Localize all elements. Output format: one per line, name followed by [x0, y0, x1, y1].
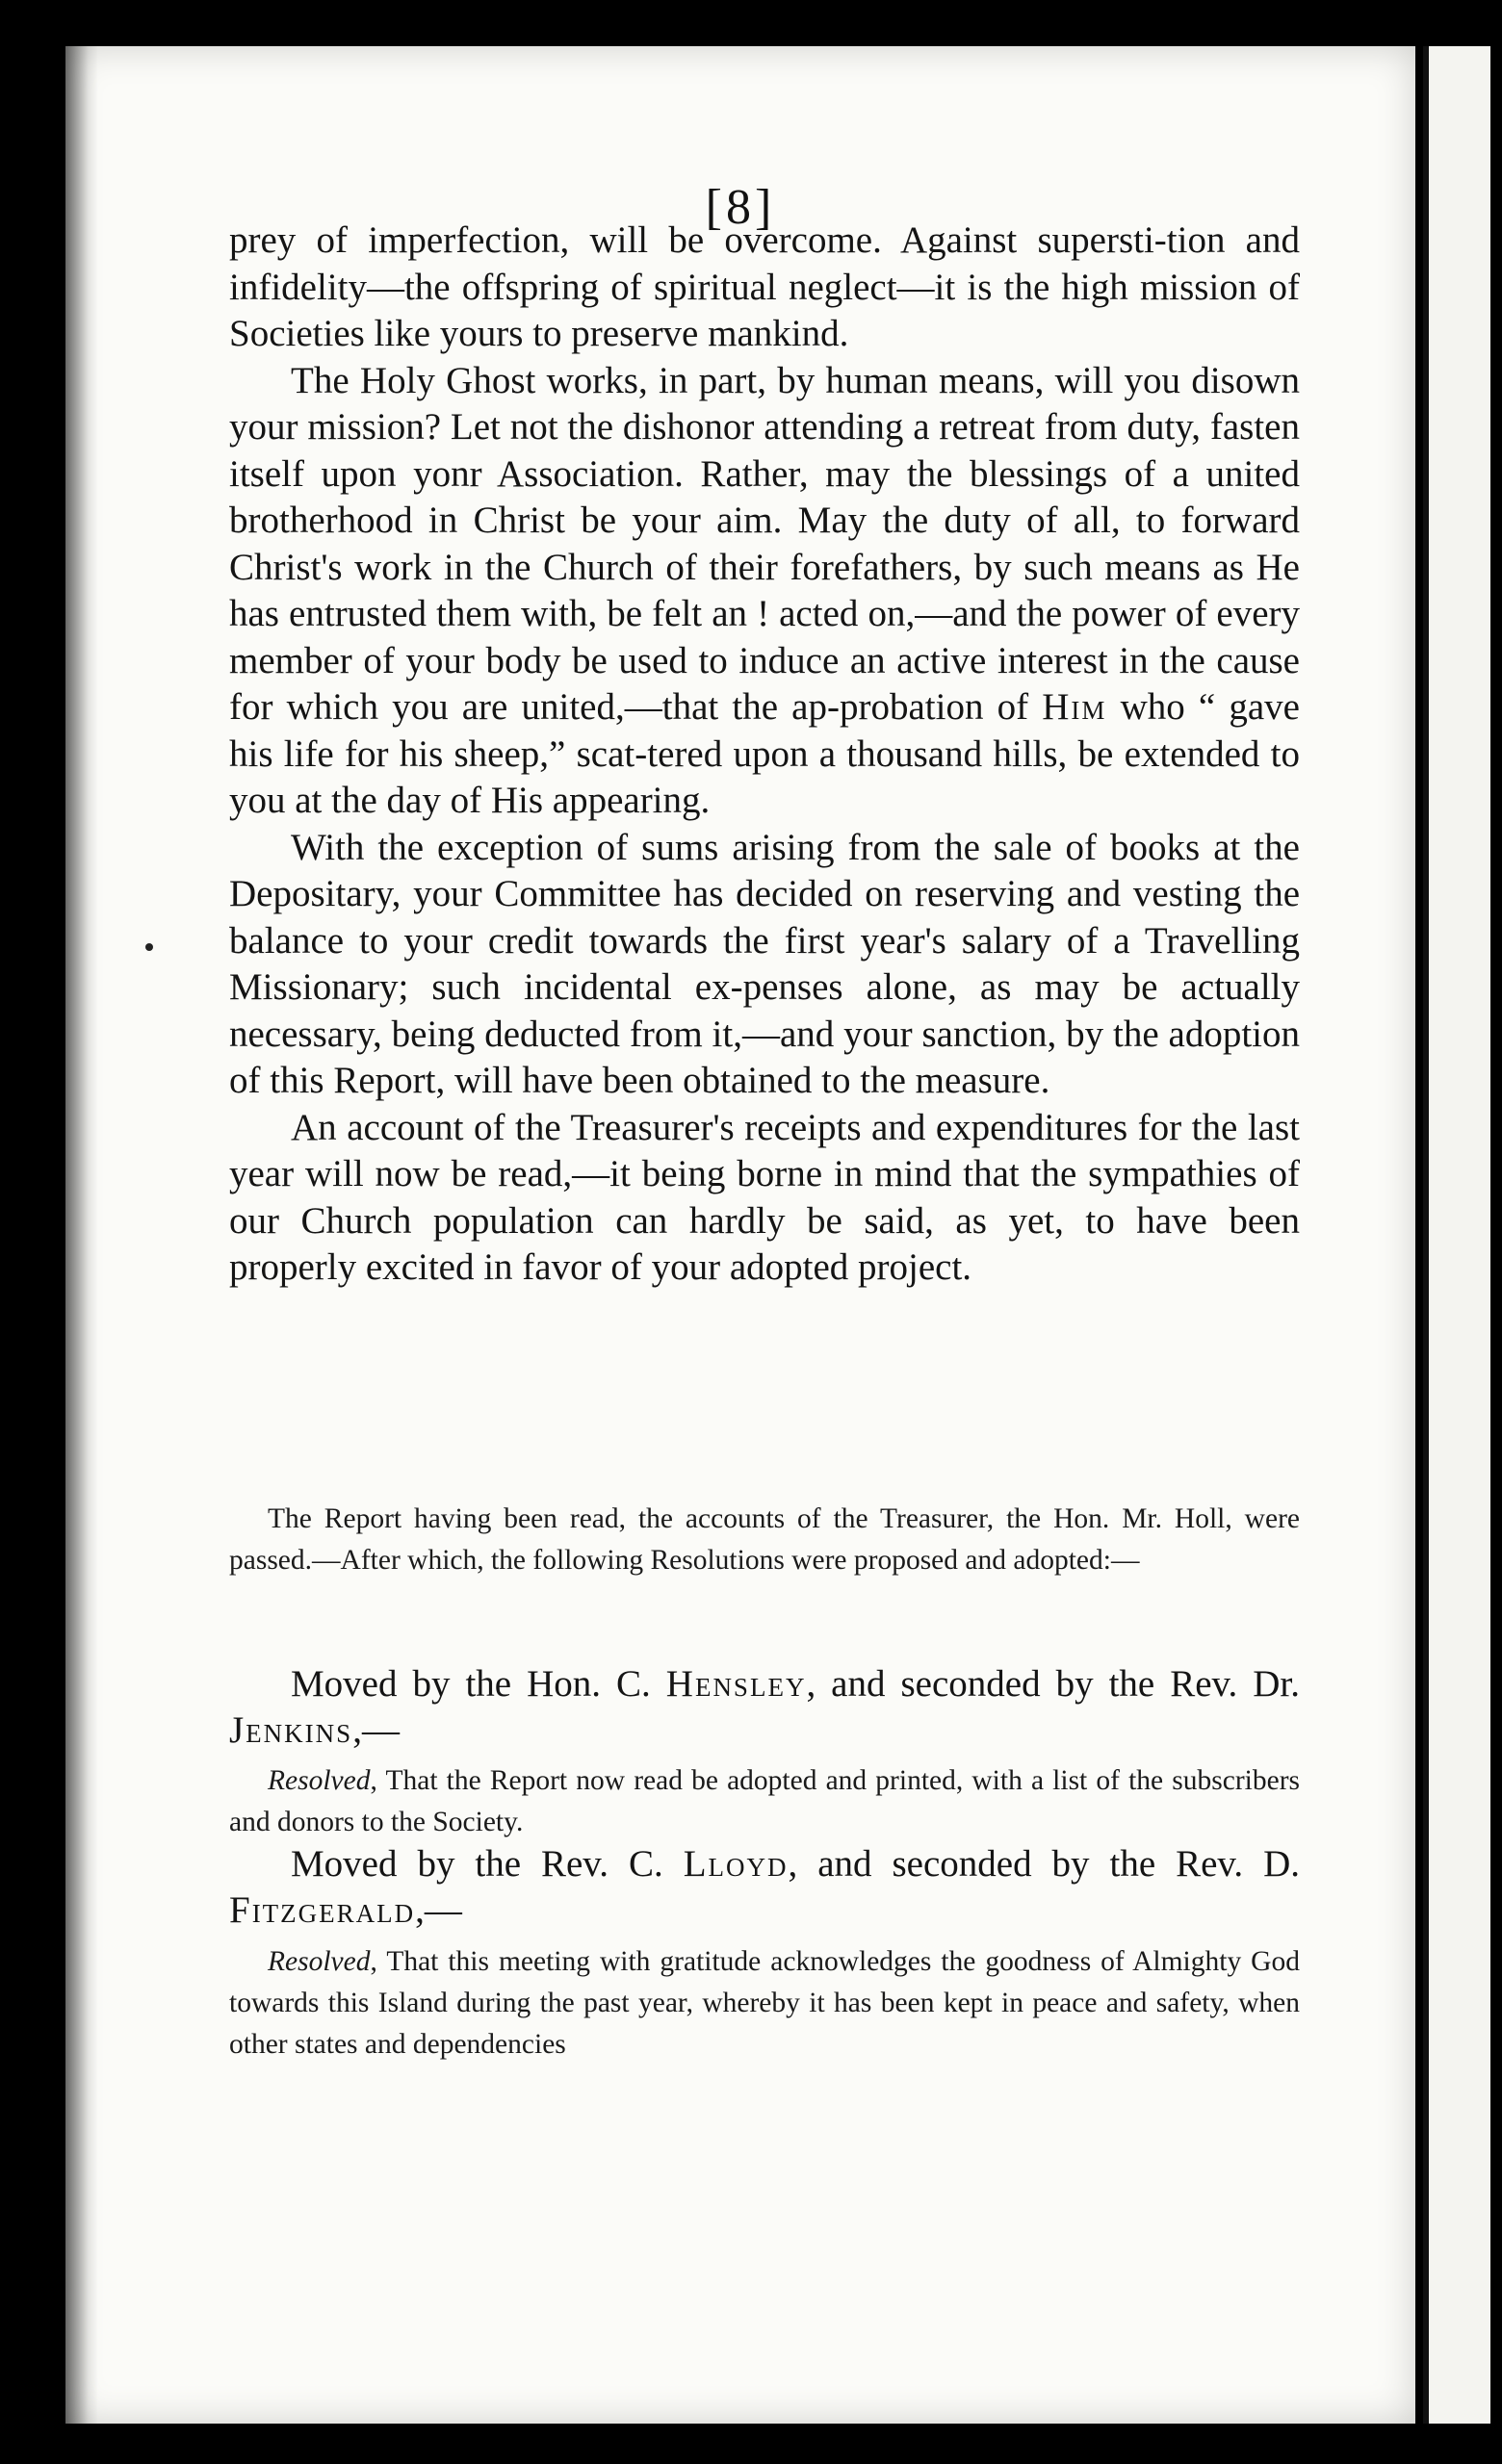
motion-1-mover: Hensley: [665, 1663, 807, 1705]
motion-1-suffix: ,—: [352, 1709, 400, 1751]
page-binding-shadow: [65, 46, 98, 2424]
paragraph-1: prey of imperfection, will be overcome. Against supersti-tion and infidelity—the offspring of spiritual neglect—it is the high mission of Societies like yours to preserve mankind.: [229, 219, 1300, 354]
motion-2-seconder: Fitzgerald: [229, 1889, 416, 1931]
resolution-1-text: [229, 1760, 1300, 1843]
motion-2-middle: , and seconded by the Rev. D.: [788, 1843, 1300, 1885]
motion-1-text: [229, 1661, 1300, 1754]
resolution-2-text: [229, 1941, 1300, 2066]
motion-1: [229, 1661, 1300, 1754]
report-note: [229, 1499, 1300, 1581]
paragraph-2-tail: who “ gave his life for his sheep,” scat-tered upon a thousand hills, be extended to you at the day of His appearing.: [229, 686, 1300, 821]
body-text: [229, 218, 1300, 1292]
resolution-1-body: , That the Report now read be adopted and printed, with a list of the subscribers and donors to the Society.: [229, 1765, 1300, 1837]
resolution-1-lead: Resolved: [268, 1765, 371, 1796]
resolution-2: [229, 1941, 1300, 2066]
motion-1-middle: , and seconded by the Rev. Dr.: [806, 1663, 1300, 1705]
paragraph-2: [229, 358, 1300, 825]
motion-1-prefix: Moved by the Hon. C.: [291, 1663, 666, 1705]
paragraph-4: An account of the Treasurer's receipts and expenditures for the last year will now be read,—it being borne in mind that the sympathies of our Church population can hardly be said, as yet, to have been properly excited in favor of your adopted project.: [229, 1106, 1300, 1288]
paragraph-2-him: Him: [1042, 686, 1107, 728]
resolution-2-lead: Resolved: [268, 1946, 371, 1977]
motion-2-mover: Lloyd: [683, 1843, 789, 1885]
page-number: [8]: [705, 180, 776, 235]
resolution-1: [229, 1760, 1300, 1843]
motion-1-seconder: Jenkins: [229, 1709, 353, 1751]
motion-2: [229, 1841, 1300, 1934]
ink-speck: [145, 943, 153, 951]
motion-2-suffix: ,—: [415, 1889, 462, 1931]
paragraph-2-text: The Holy Ghost works, in part, by human means, will you disown your mission? Let not the dishonor attending a retreat from duty, fasten itself upon yonr Association. Rather, may the blessings of a united brotherhood in Christ be your aim. May the duty of all, to forward Christ's work in the Church of their forefathers, by such means as He has entrusted them with, be felt an ! acted on,—and the power of every member of your body be used to induce an active interest in the cause for which you are united,—that the ap-probation of: [229, 359, 1300, 728]
paragraph-3: With the exception of sums arising from the sale of books at the Depositary, your Committee has decided on reserving and vesting the balance to your credit towards the first year's salary of a Travelling Missionary; such incidental ex-penses alone, as may be actually necessary, being deducted from it,—and your sanction, by the adoption of this Report, will have been obtained to the measure.: [229, 826, 1300, 1101]
resolution-2-body: , That this meeting with gratitude acknowledges the goodness of Almighty God towards this Island during the past year, whereby it has been kept in peace and safety, when other states and dependencies: [229, 1946, 1300, 2060]
next-page-edge: [1423, 46, 1490, 2424]
motion-2-prefix: Moved by the Rev. C.: [291, 1843, 684, 1885]
motion-2-text: [229, 1841, 1300, 1934]
report-note-text: The Report having been read, the accounts of the Treasurer, the Hon. Mr. Holl, were passed.—After which, the following Resolutions were proposed and adopted:—: [229, 1503, 1300, 1576]
